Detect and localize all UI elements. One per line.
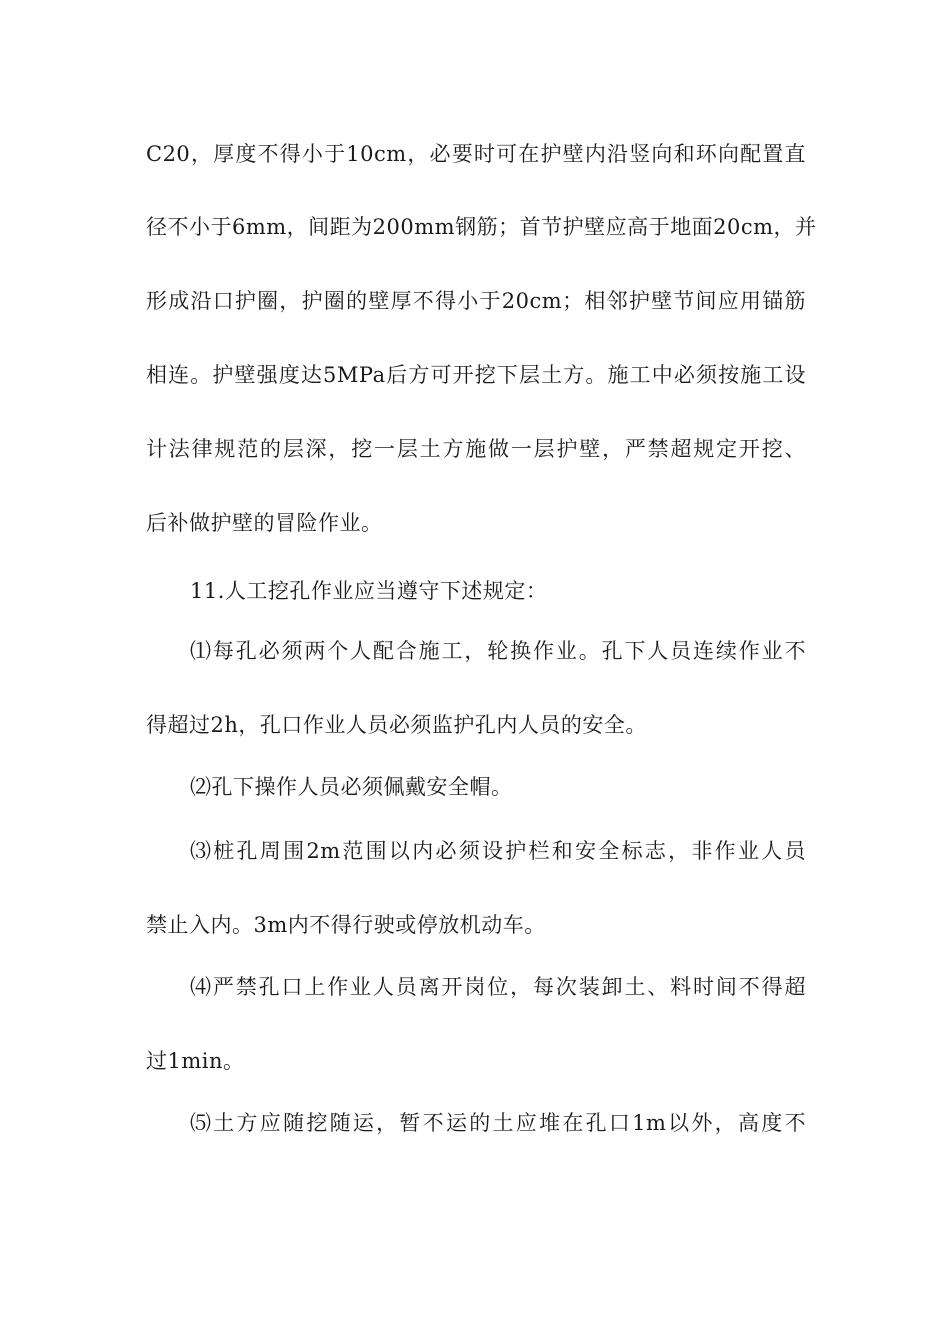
item-4-line-1: ⑷严禁孔口上作业人员离开岗位，每次装卸土、料时间不得超 [190,975,806,999]
item-3-line-1: ⑶桩孔周围2m范围以内必须设护栏和安全标志，非作业人员 [190,839,806,863]
item-2-line-1: ⑵孔下操作人员必须佩戴安全帽。 [190,775,513,799]
paragraph-line-4: 相连。护壁强度达5MPa后方可开挖下层土方。施工中必须按施工设 [146,363,806,387]
item-1-line-2: 得超过2h，孔口作业人员必须监护孔内人员的安全。 [146,713,647,737]
item-3-line-2: 禁止入内。3m内不得行驶或停放机动车。 [146,913,546,937]
item-5-line-1: ⑸土方应随挖随运，暂不运的土应堆在孔口1m以外，高度不 [190,1111,806,1135]
paragraph-line-5: 计法律规范的层深，挖一层土方施做一层护壁，严禁超规定开挖、 [146,437,806,461]
item-1-line-1: ⑴每孔必须两个人配合施工，轮换作业。孔下人员连续作业不 [190,639,806,663]
section-heading-11: 11.人工挖孔作业应当遵守下述规定： [190,579,548,603]
item-4-line-2: 过1min。 [146,1049,245,1073]
paragraph-line-1: C20，厚度不得小于10cm，必要时可在护壁内沿竖向和环向配置直 [146,142,806,166]
paragraph-line-6: 后补做护壁的冒险作业。 [146,511,383,535]
paragraph-line-2: 径不小于6mm，间距为200mm钢筋；首节护壁应高于地面20cm，并 [146,215,817,239]
paragraph-line-3: 形成沿口护圈，护圈的壁厚不得小于20cm；相邻护壁节间应用锚筋 [146,289,806,313]
